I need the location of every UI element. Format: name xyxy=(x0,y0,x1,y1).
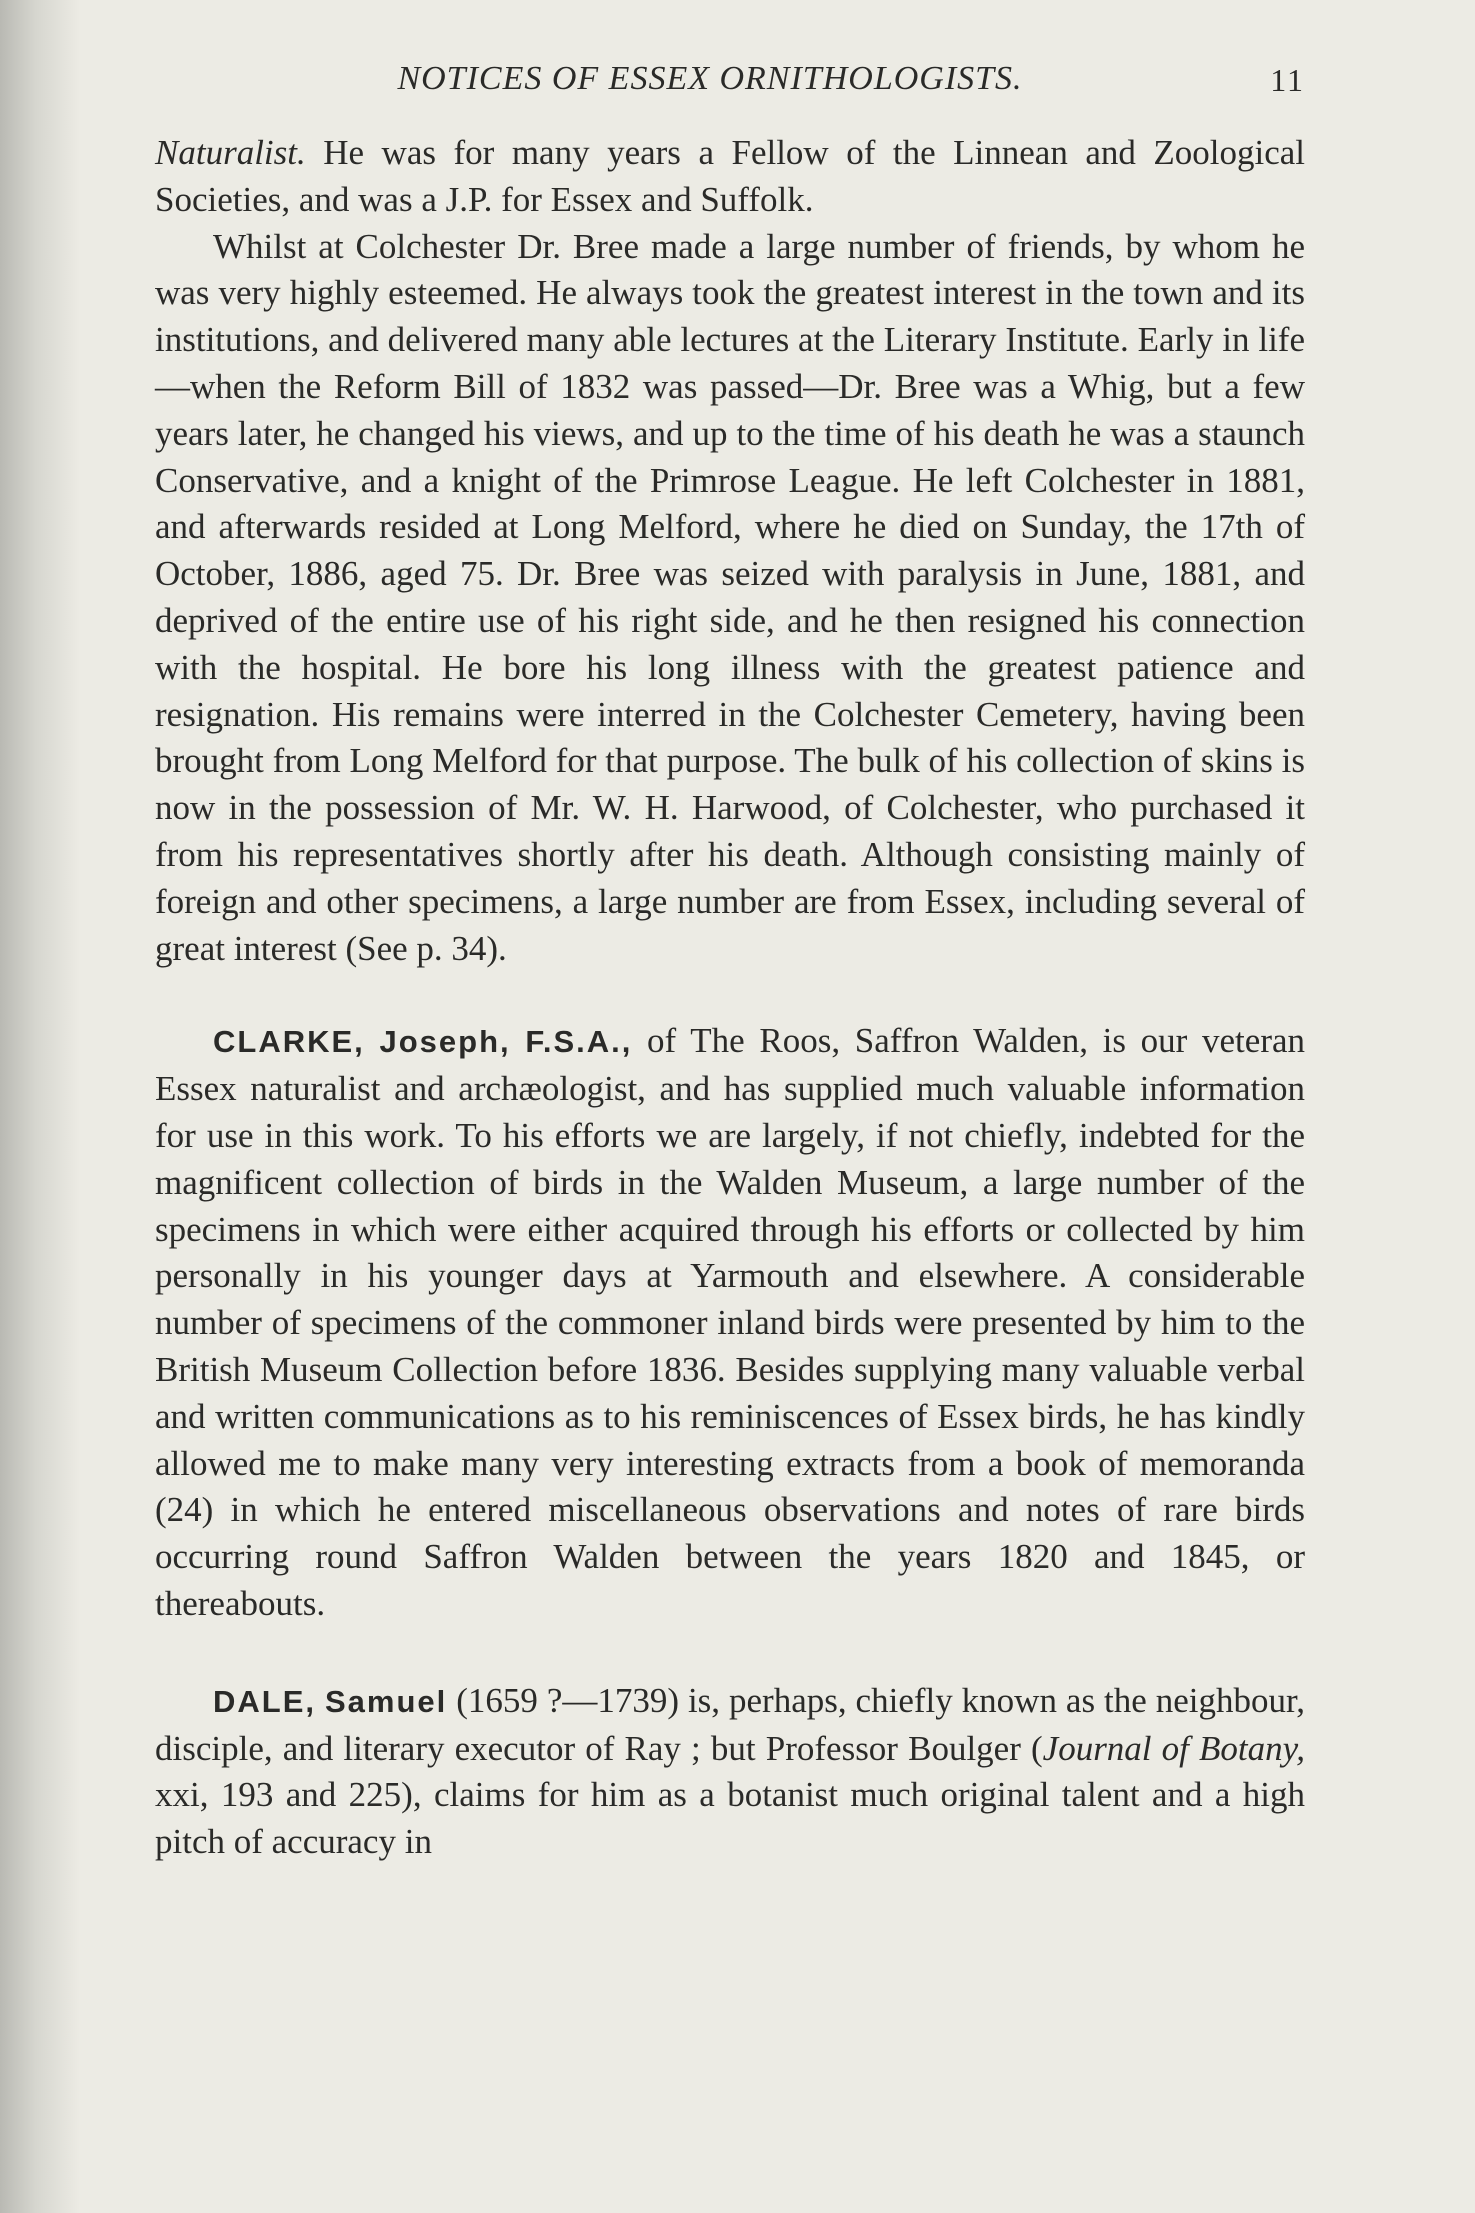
entry-dale xyxy=(155,1678,1305,1866)
entry-heading-title: F.S.A., xyxy=(525,1024,633,1060)
running-title: NOTICES OF ESSEX ORNITHOLOGISTS. xyxy=(397,60,1023,97)
paragraph-text: xxi, 193 and 225), claims for him as a botanist much original talent and a high pitch of accuracy in xyxy=(155,1775,1305,1862)
page-number: 11 xyxy=(1270,62,1305,98)
entry-heading-given-name: Joseph, xyxy=(379,1024,511,1060)
paragraph-text: (1659 ?—1739) is, perhaps, chiefly known as the neighbour, disciple, and literary executor of Ray ; but Professor Boulger ( xyxy=(155,1680,1306,1768)
entry-heading-surname: CLARKE, xyxy=(213,1024,365,1060)
body-text xyxy=(155,130,1305,1866)
italic-journal-reference: Journal of Botany, xyxy=(1042,1728,1305,1768)
italic-naturalist: Naturalist. xyxy=(155,133,306,172)
entry-heading-given-name: Samuel xyxy=(324,1683,448,1719)
paragraph-text: of The Roos, Saffron Walden, is our veteran Essex naturalist and archæologist, and has supplied much valuable information for use in this work. To his efforts we are largely, if not chiefly, indebted for the magnificent collection of birds in the Walden Museum, a large number of the specimens in which were either acquired through his efforts or collected by him personally in his younger days at Yarmouth and elsewhere. A considerable number of specimens of the commoner inland birds were presented by him to the British Museum Collection before 1836. Besides supplying many valuable verbal and written communications as to his reminiscences of Essex birds, he has kindly allowed me to make many very interesting extracts from a book of memoranda (24) in which he entered miscellaneous observations and notes of rare birds occurring round Saffron Walden between the years 1820 and 1845, or thereabouts. xyxy=(155,1021,1306,1623)
running-head xyxy=(155,60,1305,130)
entry-heading-surname: DALE, xyxy=(213,1683,316,1719)
paragraph-bree-life xyxy=(155,224,1305,973)
book-page xyxy=(155,60,1305,1866)
paragraph-text: Whilst at Colchester Dr. Bree made a large number of friends, by whom he was very highly esteemed. He always took the greatest interest in the town and its institutions, and delivered many able lectures at the Literary Institute. Early in life—when the Reform Bill of 1832 was passed—Dr. Bree was a Whig, but a few years later, he changed his views, and up to the time of his death he was a staunch Conservative, and a knight of the Primrose League. He left Colchester in 1881, and afterwards resided at Long Melford, where he died on Sunday, the 17th of October, 1886, aged 75. Dr. Bree was seized with paralysis in June, 1881, and deprived of the entire use of his right side, and he then resigned his connection with the hospital. He bore his long illness with the greatest patience and resignation. His remains were interred in the Colchester Cemetery, having been brought from Long Melford for that purpose. The bulk of his collection of skins is now in the possession of Mr. W. H. Harwood, of Colchester, who purchased it from his representatives shortly after his death. Although consisting mainly of foreign and other specimens, a large number are from Essex, including several of great interest (See p. 34). xyxy=(155,226,1305,968)
paragraph-text: He was for many years a Fellow of the Linnean and Zoological Societies, and was a J.P. for Essex and Suffolk. xyxy=(155,133,1305,219)
entry-clarke xyxy=(155,1018,1305,1627)
binding-gutter-shadow xyxy=(0,0,80,2213)
paragraph-bree-continued xyxy=(155,130,1305,224)
